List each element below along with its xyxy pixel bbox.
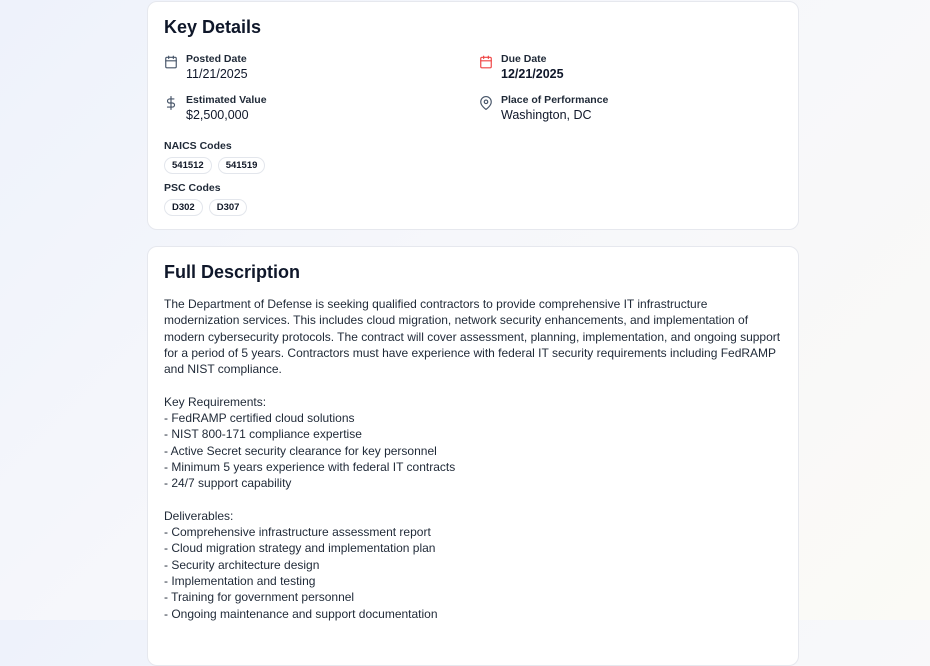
map-pin-icon [479, 96, 493, 110]
due-date-label: Due Date [501, 53, 547, 65]
naics-code-chip: 541512 [164, 157, 212, 174]
estimated-value-value: $2,500,000 [186, 108, 249, 122]
deliverable-item: - Ongoing maintenance and support documentation [164, 606, 438, 621]
requirement-item: - Active Secret security clearance for key personnel [164, 443, 437, 458]
naics-code-chip: 541519 [218, 157, 266, 174]
posted-date-label: Posted Date [186, 53, 247, 65]
deliverable-item: - Implementation and testing [164, 574, 316, 589]
deliverables-heading: Deliverables: [164, 508, 234, 523]
place-of-performance-value: Washington, DC [501, 108, 592, 122]
description-body [164, 296, 784, 622]
naics-codes-list [164, 157, 265, 174]
psc-code-chip: D302 [164, 199, 203, 216]
requirement-item: - Minimum 5 years experience with federal IT contracts [164, 459, 456, 474]
dollar-icon [164, 96, 178, 110]
full-description-card [147, 246, 799, 666]
psc-codes-list [164, 199, 247, 216]
deliverable-item: - Comprehensive infrastructure assessment report [164, 525, 431, 540]
deliverable-item: - Training for government personnel [164, 590, 355, 605]
requirement-item: - NIST 800-171 compliance expertise [164, 427, 362, 442]
estimated-value-label: Estimated Value [186, 94, 267, 106]
description-intro: The Department of Defense is seeking qualified contractors to provide comprehensive IT infrastructure modernization services. This includes cloud migration, network security enhancements, and implementation of modern cybersecurity protocols. The contract will cover assessment, planning, implementation, and ongoing support for a period of 5 years. Contractors must have experience with federal IT security requirements including FedRAMP and NIST compliance. [164, 297, 781, 377]
place-of-performance-label: Place of Performance [501, 94, 609, 106]
due-date-value: 12/21/2025 [501, 67, 564, 81]
key-details-title: Key Details [164, 17, 262, 37]
key-details-card [147, 1, 799, 230]
psc-codes-label: PSC Codes [164, 182, 221, 194]
full-description-title: Full Description [164, 262, 301, 282]
requirement-item: - 24/7 support capability [164, 476, 292, 491]
requirement-item: - FedRAMP certified cloud solutions [164, 411, 355, 426]
calendar-icon [479, 55, 493, 69]
deliverable-item: - Security architecture design [164, 557, 320, 572]
naics-codes-label: NAICS Codes [164, 140, 232, 152]
calendar-icon [164, 55, 178, 69]
deliverable-item: - Cloud migration strategy and implementation plan [164, 541, 436, 556]
posted-date-value: 11/21/2025 [186, 67, 248, 81]
requirements-heading: Key Requirements: [164, 394, 267, 409]
psc-code-chip: D307 [209, 199, 248, 216]
